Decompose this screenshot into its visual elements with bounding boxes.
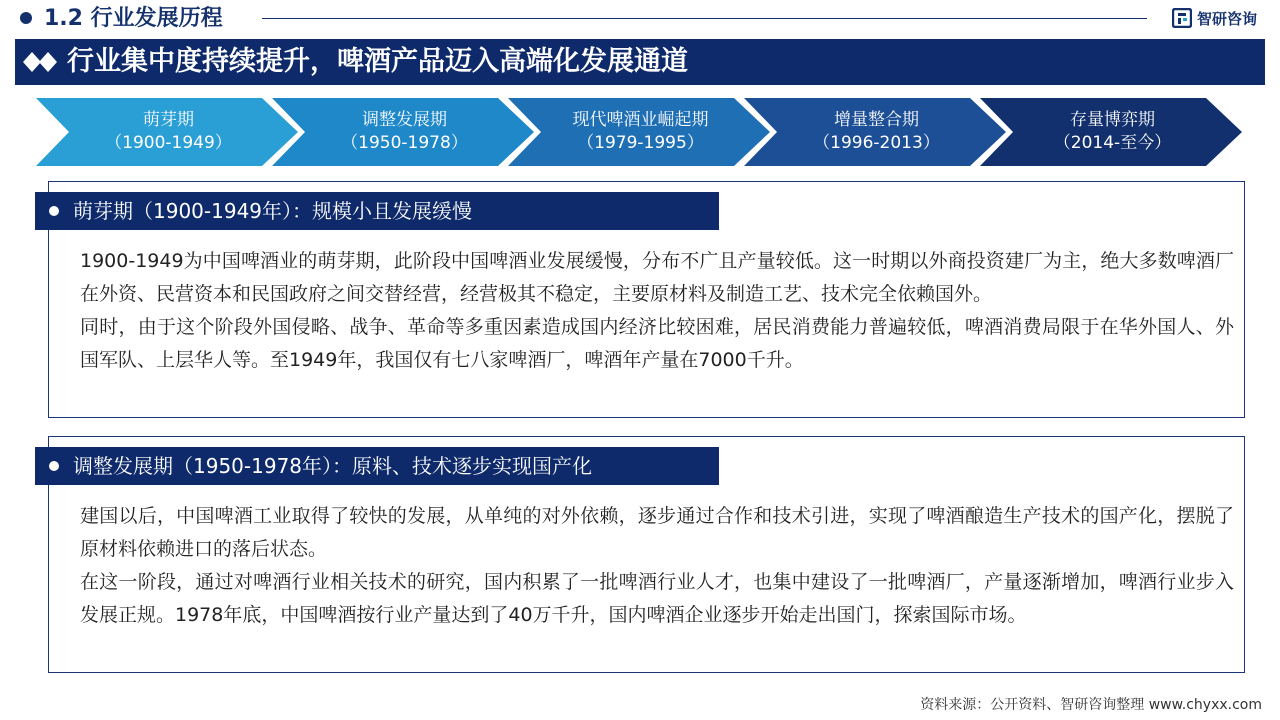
phase-name: 萌芽期 bbox=[143, 110, 194, 130]
timeline-phase-3 bbox=[508, 98, 773, 166]
timeline-phase-5 bbox=[980, 98, 1245, 166]
timeline-phase-2 bbox=[272, 98, 537, 166]
phase-name: 调整发展期 bbox=[362, 110, 447, 130]
brand bbox=[1172, 7, 1257, 29]
info-card-adjustment bbox=[48, 436, 1245, 673]
timeline-phase-1 bbox=[36, 98, 301, 166]
timeline-phase-4 bbox=[744, 98, 1009, 166]
card-paragraph: 建国以后，中国啤酒工业取得了较快的发展，从单纯的对外依赖，逐步通过合作和技术引进，实现了啤酒酿造生产技术的国产化，摆脱了原材料依赖进口的落后状态。 bbox=[80, 505, 1234, 560]
phase-name: 增量整合期 bbox=[834, 110, 919, 130]
card-paragraph: 同时，由于这个阶段外国侵略、战争、革命等多重因素造成国内经济比较困难，居民消费能力普遍较低，啤酒消费局限于在华外国人、外国军队、上层华人等。至1949年，我国仅有七八家啤酒厂，啤酒年产量在7000千升。 bbox=[80, 316, 1234, 371]
card-body bbox=[80, 245, 1234, 377]
section-title: 1.2 行业发展历程 bbox=[44, 6, 223, 31]
info-card-germination bbox=[48, 181, 1245, 418]
card-paragraph: 1900-1949为中国啤酒业的萌芽期，此阶段中国啤酒业发展缓慢，分布不广且产量较低。这一时期以外商投资建厂为主，绝大多数啤酒厂在外资、民营资本和民国政府之间交替经营，经营极其不稳定，主要原材料及制造工艺、技术完全依赖国外。 bbox=[80, 250, 1234, 305]
diamond-icon bbox=[23, 51, 61, 73]
brand-name: 智研咨询 bbox=[1197, 9, 1258, 28]
card-heading: 萌芽期（1900-1949年）：规模小且发展缓慢 bbox=[73, 199, 473, 223]
phase-period: （2014-至今） bbox=[1053, 133, 1172, 153]
card-paragraph: 在这一阶段，通过对啤酒行业相关技术的研究，国内积累了一批啤酒行业人才，也集中建设了一批啤酒厂，产量逐渐增加，啤酒行业步入发展正规。1978年底，中国啤酒按行业产量达到了40万千升，国内啤酒企业逐步开始走出国门，探索国际市场。 bbox=[80, 571, 1234, 626]
header-divider bbox=[262, 18, 1147, 19]
section-bullet bbox=[20, 12, 32, 24]
heading-bullet bbox=[49, 206, 59, 216]
phase-period: （1979-1995） bbox=[577, 133, 704, 153]
main-banner bbox=[15, 39, 1265, 85]
phase-name: 存量博弈期 bbox=[1070, 110, 1155, 130]
heading-bullet bbox=[49, 461, 59, 471]
phase-name: 现代啤酒业崛起期 bbox=[572, 110, 709, 130]
banner-title: 行业集中度持续提升，啤酒产品迈入高端化发展通道 bbox=[67, 46, 688, 77]
card-body bbox=[80, 500, 1234, 632]
phase-period: （1950-1978） bbox=[341, 133, 468, 153]
card-heading-bar bbox=[35, 192, 719, 230]
brand-logo-icon bbox=[1172, 8, 1192, 28]
timeline bbox=[0, 98, 1280, 166]
card-heading: 调整发展期（1950-1978年）：原料、技术逐步实现国产化 bbox=[73, 454, 593, 478]
card-heading-bar bbox=[35, 447, 719, 485]
source-note: 资料来源：公开资料、智研咨询整理 www.chyxx.com bbox=[920, 697, 1262, 713]
phase-period: （1996-2013） bbox=[813, 133, 940, 153]
phase-period: （1900-1949） bbox=[105, 133, 232, 153]
